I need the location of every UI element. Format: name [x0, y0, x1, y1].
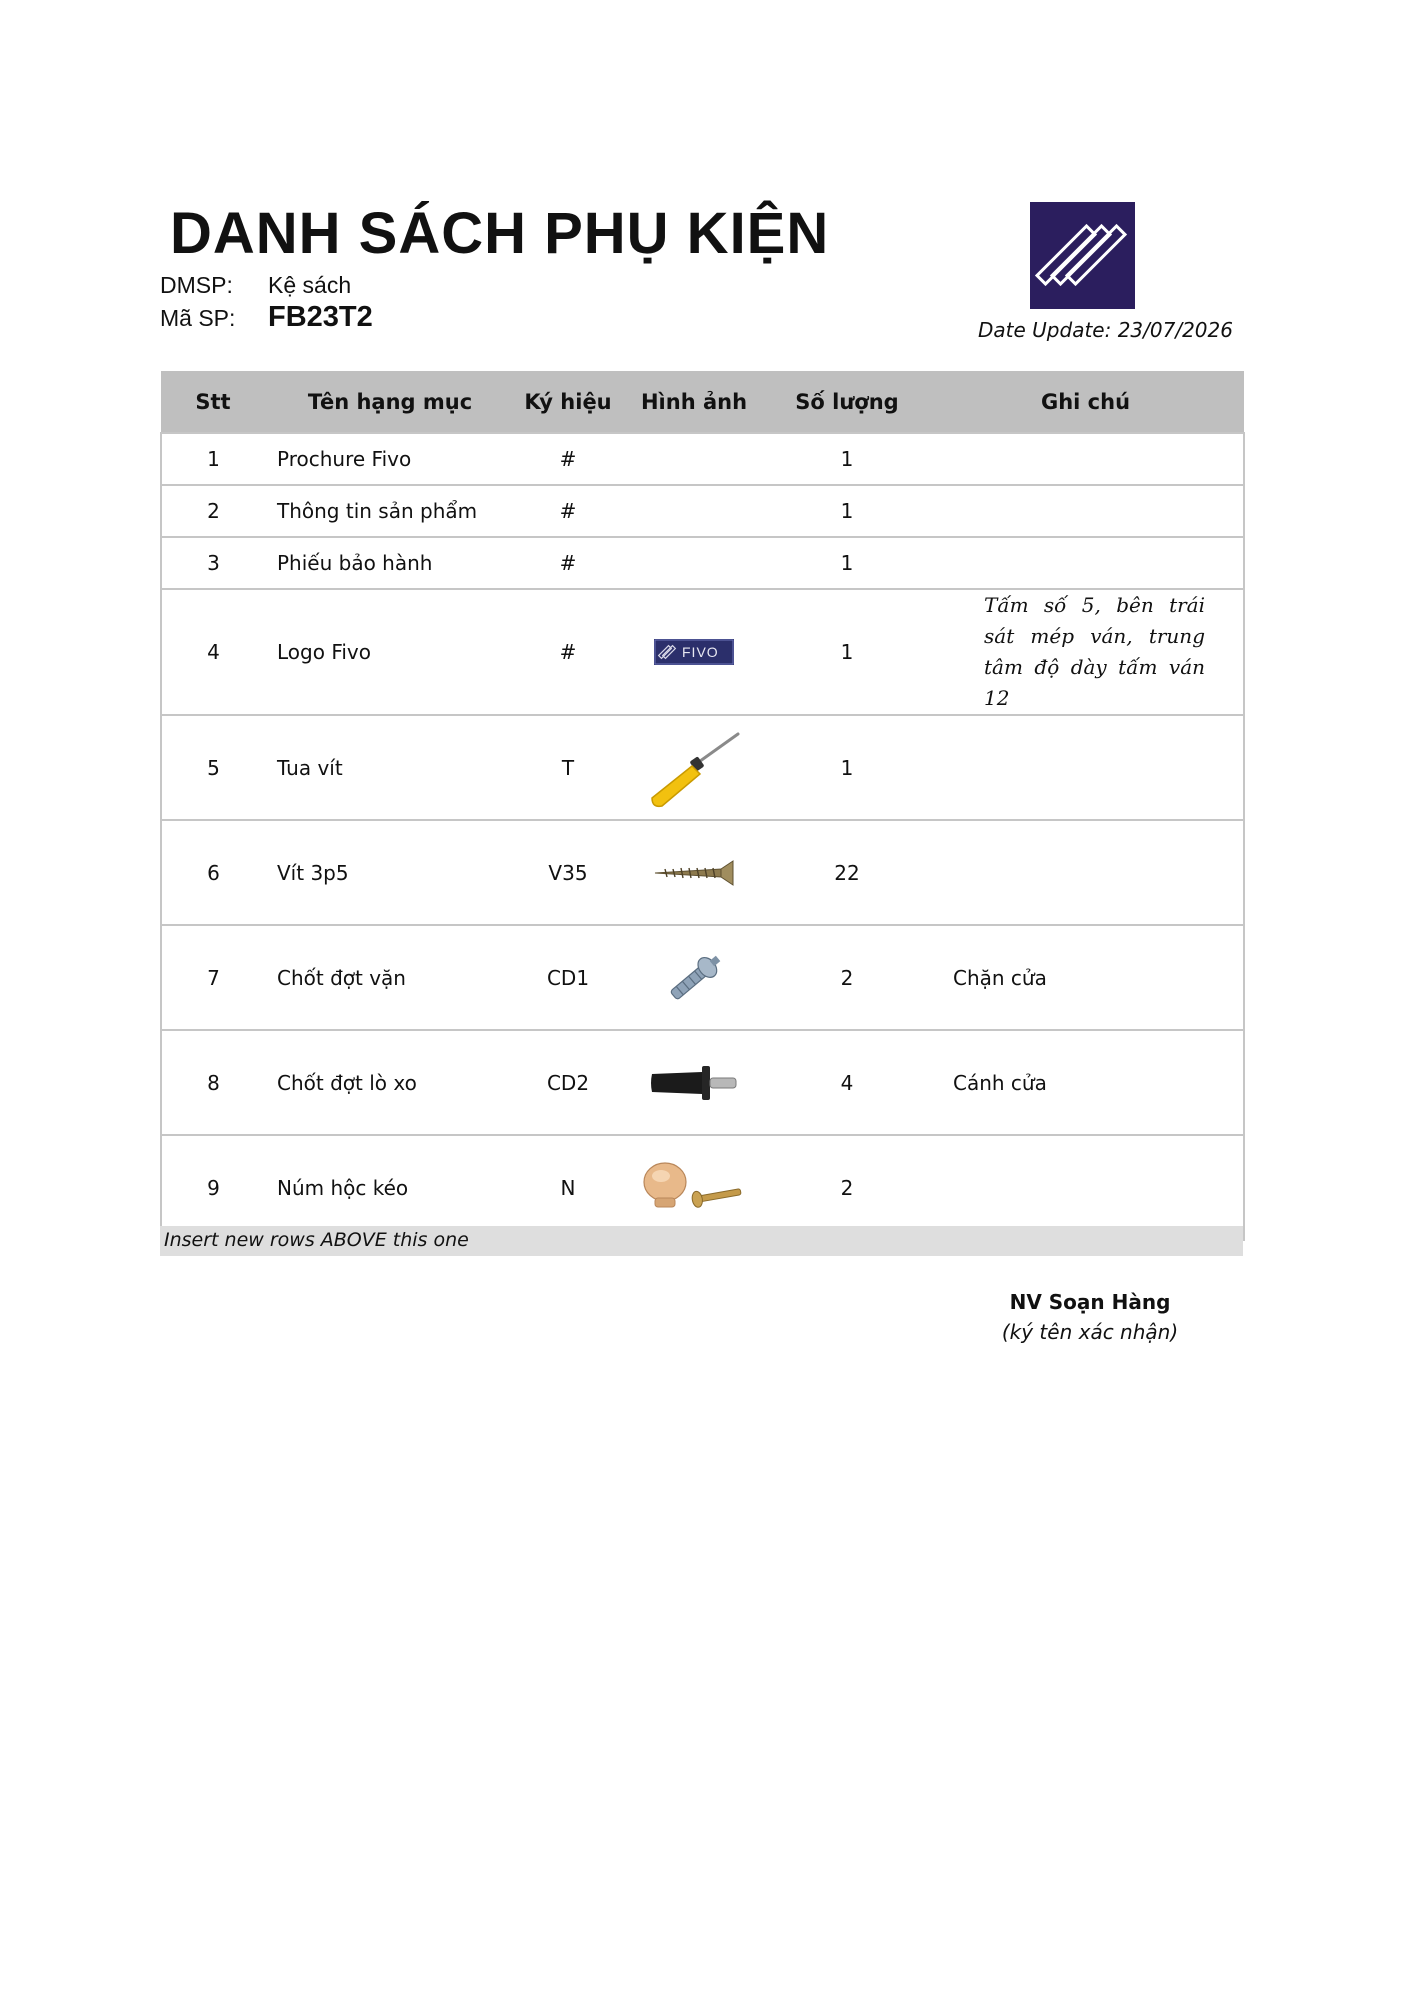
- signature-title: NV Soạn Hàng: [1009, 1290, 1171, 1314]
- masp-label: Mã SP:: [160, 305, 236, 331]
- row-code: #: [515, 433, 621, 485]
- row-name: Núm hộc kéo: [265, 1135, 515, 1240]
- row-code: CD1: [515, 925, 621, 1030]
- dmsp-label: DMSP:: [160, 272, 233, 298]
- accessory-table: [160, 371, 1245, 1241]
- row-code: T: [515, 715, 621, 820]
- row-stt: 1: [161, 433, 265, 485]
- row-code: #: [515, 589, 621, 715]
- insert-rows-text: Insert new rows ABOVE this one: [164, 1229, 469, 1251]
- stripes-logo-icon: [1030, 202, 1135, 309]
- row-name: Thông tin sản phẩm: [265, 485, 515, 537]
- row-qty: 1: [767, 715, 927, 820]
- col-image: Hình ảnh: [621, 371, 767, 433]
- row-image: [621, 1135, 767, 1240]
- table-row: [161, 1030, 1244, 1135]
- brand-logo: [1030, 202, 1135, 309]
- screwdriver-icon: [644, 728, 744, 808]
- row-qty: 1: [767, 433, 927, 485]
- table-row: [161, 537, 1244, 589]
- row-qty: 4: [767, 1030, 927, 1135]
- spring-pin-icon: [646, 1062, 742, 1104]
- row-stt: 2: [161, 485, 265, 537]
- col-stt: Stt: [161, 371, 265, 433]
- row-image: [621, 485, 767, 537]
- row-name: Chốt đợt lò xo: [265, 1030, 515, 1135]
- row-qty: 22: [767, 820, 927, 925]
- row-note: [927, 433, 1244, 485]
- row-image: [621, 433, 767, 485]
- fivo-logo-plate-icon: [654, 639, 734, 665]
- row-note: Chặn cửa: [927, 925, 1244, 1030]
- row-qty: 2: [767, 1135, 927, 1240]
- row-stt: 6: [161, 820, 265, 925]
- col-note: Ghi chú: [927, 371, 1244, 433]
- row-name: Chốt đợt vặn: [265, 925, 515, 1030]
- row-qty: 1: [767, 537, 927, 589]
- table-row: [161, 715, 1244, 820]
- shelf-pin-screw-icon: [659, 948, 729, 1008]
- row-name: Prochure Fivo: [265, 433, 515, 485]
- row-note: [927, 820, 1244, 925]
- row-name: Vít 3p5: [265, 820, 515, 925]
- row-name: Logo Fivo: [265, 589, 515, 715]
- row-note: Tấm số 5, bên trái sát mép ván, trung tâm độ dày tấm ván 12: [927, 589, 1244, 715]
- row-code: #: [515, 485, 621, 537]
- row-name: Tua vít: [265, 715, 515, 820]
- row-stt: 8: [161, 1030, 265, 1135]
- row-name: Phiếu bảo hành: [265, 537, 515, 589]
- table-row: [161, 589, 1244, 715]
- row-image: [621, 537, 767, 589]
- signature-subtitle: (ký tên xác nhận): [1001, 1320, 1179, 1344]
- row-qty: 1: [767, 589, 927, 715]
- table-row: [161, 485, 1244, 537]
- table-header-row: [161, 371, 1244, 433]
- knob-icon: [641, 1160, 747, 1216]
- col-name: Tên hạng mục: [265, 371, 515, 433]
- row-code: N: [515, 1135, 621, 1240]
- row-image: [621, 715, 767, 820]
- row-code: #: [515, 537, 621, 589]
- row-stt: 5: [161, 715, 265, 820]
- row-note: [927, 1135, 1244, 1240]
- row-stt: 4: [161, 589, 265, 715]
- row-qty: 1: [767, 485, 927, 537]
- row-stt: 9: [161, 1135, 265, 1240]
- screw-icon: [651, 858, 737, 888]
- row-qty: 2: [767, 925, 927, 1030]
- table-row: [161, 433, 1244, 485]
- table-row: [161, 820, 1244, 925]
- col-qty: Số lượng: [767, 371, 927, 433]
- row-note: [927, 485, 1244, 537]
- insert-rows-note: [160, 1226, 1243, 1256]
- row-image: [621, 1030, 767, 1135]
- row-stt: 3: [161, 537, 265, 589]
- row-code: V35: [515, 820, 621, 925]
- table-row: [161, 925, 1244, 1030]
- row-code: CD2: [515, 1030, 621, 1135]
- row-note: [927, 537, 1244, 589]
- logo-plate-text: FIVO: [682, 644, 719, 661]
- row-note: [927, 715, 1244, 820]
- masp-value: FB23T2: [268, 301, 373, 333]
- dmsp-value: Kệ sách: [268, 272, 352, 298]
- table-row: [161, 1135, 1244, 1240]
- row-note: Cánh cửa: [927, 1030, 1244, 1135]
- page-title: DANH SÁCH PHỤ KIỆN: [170, 201, 830, 266]
- col-code: Ký hiệu: [515, 371, 621, 433]
- date-update: Date Update: 23/07/2026: [978, 318, 1233, 342]
- row-stt: 7: [161, 925, 265, 1030]
- row-image: [621, 589, 767, 715]
- row-image: [621, 925, 767, 1030]
- row-image: [621, 820, 767, 925]
